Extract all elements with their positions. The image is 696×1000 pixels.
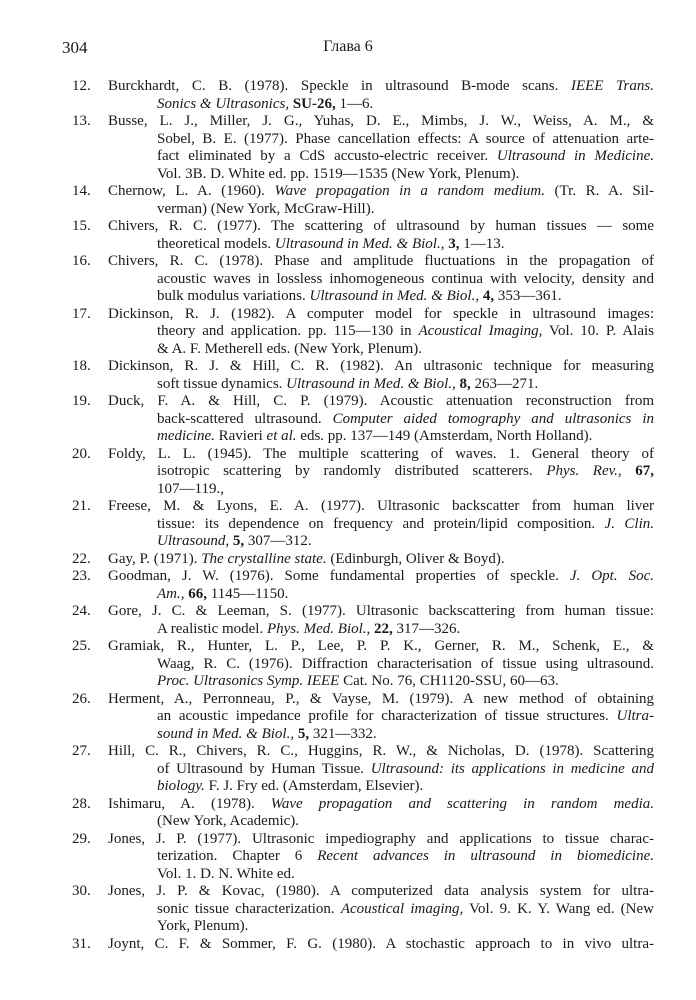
- italic-text: Sonics & Ultrasonics,: [157, 95, 293, 112]
- reference-line: [157, 481, 654, 499]
- text-segment: (Edinburgh, Oliver & Boyd).: [326, 550, 505, 567]
- text-segment: Duck, F. A. & Hill, C. P. (1979). Acoustic attenuation reconstruction from: [108, 393, 654, 409]
- text-segment: Sobel, B. E. (1977). Phase cancellation effects: A source of attenuation arte-: [157, 130, 654, 147]
- text-segment: 317—326.: [392, 620, 461, 637]
- bold-text: 5,: [294, 725, 310, 742]
- reference-entry: [70, 831, 654, 884]
- text-segment: acoustic waves in lossless inhomogeneous continua with velocity, density and: [157, 270, 654, 287]
- reference-line: [108, 603, 654, 621]
- reference-entry: [70, 393, 654, 446]
- reference-number: 24.: [72, 603, 91, 619]
- reference-line: [108, 358, 654, 376]
- reference-line: [157, 586, 654, 604]
- text-segment: 1145—1150.: [207, 585, 289, 602]
- text-segment: soft tissue dynamics.: [157, 375, 287, 392]
- reference-number: 21.: [72, 498, 91, 514]
- text-segment: theoretical models.: [157, 235, 275, 252]
- text-segment: theory and application. pp. 115—130 in: [157, 323, 419, 339]
- reference-line: [108, 498, 654, 516]
- reference-entry: [70, 183, 654, 218]
- bold-text: 66,: [184, 585, 207, 602]
- reference-line: [157, 708, 654, 726]
- text-segment: Jones, J. P. & Kovac, (1980). A computerized data analysis system for ultra-: [108, 883, 654, 899]
- text-segment: Gore, J. C. & Leeman, S. (1977). Ultrasonic backscattering from human tissue:: [108, 603, 654, 619]
- text-segment: Ishimaru, A. (1978).: [108, 795, 271, 812]
- bold-text: 22,: [370, 620, 393, 637]
- text-segment: Gramiak, R., Hunter, L. P., Lee, P. P. K., Gerner, R. M., Schenk, E., &: [108, 638, 654, 654]
- reference-entry: [70, 306, 654, 359]
- reference-number: 29.: [72, 830, 91, 847]
- reference-number: 28.: [72, 795, 91, 812]
- reference-line: [108, 568, 654, 586]
- reference-number: 22.: [72, 550, 91, 567]
- reference-line: [157, 411, 654, 429]
- italic-text: Acoustical Imaging,: [418, 323, 543, 339]
- reference-number: 31.: [72, 935, 91, 952]
- reference-line: [108, 883, 654, 901]
- reference-entry: [70, 358, 654, 393]
- text-segment: Jones, J. P. (1977). Ultrasonic impediography and applications to tissue charac-: [108, 830, 654, 847]
- reference-line: [157, 866, 654, 884]
- reference-line: [157, 533, 654, 551]
- italic-text: et al.: [266, 428, 297, 444]
- reference-number: 15.: [72, 218, 91, 234]
- reference-list: [70, 78, 654, 953]
- reference-line: [157, 148, 654, 166]
- text-segment: sonic tissue characterization.: [157, 900, 341, 917]
- reference-line: [157, 323, 654, 341]
- reference-line: [157, 376, 654, 394]
- bold-text: 8,: [455, 375, 471, 392]
- text-segment: fact eliminated by a CdS accusto-electric receiver.: [157, 148, 497, 164]
- reference-number: 19.: [72, 393, 91, 409]
- reference-number: 14.: [72, 183, 91, 199]
- text-segment: Dickinson, R. J. (1982). A computer model for speckle in ultrasound images:: [108, 305, 654, 322]
- reference-line: [157, 761, 654, 779]
- italic-text: Ultrasound in Med. & Biol.,: [274, 235, 445, 252]
- text-segment: 263—271.: [470, 375, 539, 392]
- reference-line: [157, 848, 654, 866]
- text-segment: 1—13.: [459, 235, 505, 252]
- reference-entry: [70, 78, 654, 113]
- text-segment: tissue: its dependence on frequency and protein/lipid composition.: [157, 515, 605, 532]
- reference-line: [157, 201, 654, 219]
- italic-text: Proc. Ultrasonics Symp. IEEE: [157, 673, 340, 689]
- text-segment: Hill, C. R., Chivers, R. C., Huggins, R. W., & Nicholas, D. (1978). Scattering: [108, 743, 654, 759]
- text-segment: Chivers, R. C. (1977). The scattering of ultrasound by human tissues — some: [108, 218, 654, 234]
- italic-text: The crystalline state.: [201, 550, 327, 567]
- text-segment: terization. Chapter 6: [157, 848, 318, 864]
- text-segment: Freese, M. & Lyons, E. A. (1977). Ultrasonic backscatter from human liver: [108, 498, 654, 514]
- text-segment: Chivers, R. C. (1978). Phase and amplitude fluctuations in the propagation of: [108, 253, 654, 269]
- bold-text: 3,: [444, 235, 460, 252]
- reference-line: [157, 463, 654, 481]
- italic-text: Ultrasound in Med. & Biol.,: [286, 375, 456, 392]
- reference-line: [157, 813, 654, 831]
- italic-text: J. Opt. Soc.: [569, 568, 654, 584]
- reference-entry: [70, 253, 654, 306]
- text-segment: (New York, Academic).: [157, 813, 300, 829]
- reference-line: [157, 131, 654, 149]
- italic-text: Ultrasound in Medicine.: [496, 148, 654, 164]
- italic-text: Ultrasound,: [157, 533, 230, 549]
- reference-line: [108, 446, 654, 464]
- text-segment: of Ultrasound by Human Tissue.: [157, 760, 371, 777]
- text-segment: Burckhardt, C. B. (1978). Speckle in ultrasound B-mode scans.: [108, 78, 571, 94]
- text-segment: eds. pp. 137—149 (Amsterdam, North Holland).: [296, 428, 593, 444]
- text-segment: 353—361.: [494, 288, 562, 304]
- reference-entry: [70, 113, 654, 183]
- reference-line: [108, 306, 654, 324]
- reference-line: [108, 796, 654, 814]
- reference-entry: [70, 883, 654, 936]
- reference-entry: [70, 568, 654, 603]
- text-segment: York, Plenum).: [157, 918, 249, 934]
- reference-line: [108, 253, 654, 271]
- bold-text: 67,: [621, 463, 654, 479]
- text-segment: back-scattered ultrasound.: [157, 410, 333, 427]
- text-segment: Foldy, L. L. (1945). The multiple scattering of waves. 1. General theory of: [108, 445, 654, 462]
- reference-line: [157, 428, 654, 446]
- reference-number: 20.: [72, 445, 91, 462]
- reference-line: [108, 218, 654, 236]
- text-segment: Vol. 9. K. Y. Wang ed. (New: [463, 900, 654, 917]
- italic-text: Ultra-: [616, 708, 654, 724]
- reference-line: [108, 638, 654, 656]
- reference-line: [157, 288, 654, 306]
- italic-text: Wave propagation in a random medium.: [274, 183, 545, 199]
- reference-entry: [70, 218, 654, 253]
- reference-line: [108, 743, 654, 761]
- reference-entry: [70, 638, 654, 691]
- reference-line: [157, 778, 654, 796]
- reference-line: [157, 96, 654, 114]
- text-segment: Waag, R. C. (1976). Diffraction characterisation of tissue using ultrasound.: [157, 655, 654, 672]
- text-segment: verman) (New York, McGraw-Hill).: [157, 200, 375, 217]
- bold-text: 4,: [479, 288, 495, 304]
- italic-text: Am.,: [157, 585, 185, 602]
- text-segment: (Tr. R. A. Sil-: [544, 183, 654, 199]
- text-segment: Chernow, L. A. (1960).: [108, 183, 275, 199]
- reference-line: [108, 393, 654, 411]
- reference-number: 12.: [72, 78, 91, 94]
- reference-entry: [70, 691, 654, 744]
- reference-entry: [70, 551, 654, 569]
- reference-entry: [70, 936, 654, 954]
- text-segment: Gay, P. (1971).: [108, 550, 202, 567]
- reference-line: [108, 936, 654, 954]
- text-segment: Vol. 1. D. N. White ed.: [157, 865, 295, 882]
- reference-number: 30.: [72, 883, 91, 899]
- reference-line: [108, 78, 654, 96]
- reference-entry: [70, 498, 654, 551]
- italic-text: medicine.: [157, 428, 215, 444]
- text-segment: A realistic model.: [157, 620, 267, 637]
- italic-text: Ultrasound in Med. & Biol.,: [309, 288, 480, 304]
- text-segment: Dickinson, R. J. & Hill, C. R. (1982). An ultrasonic technique for measuring: [108, 358, 654, 374]
- running-title: Глава 6: [323, 38, 373, 55]
- page-number: 304: [62, 38, 88, 57]
- italic-text: Phys. Rev.,: [546, 463, 622, 479]
- bold-text: SU-26,: [292, 95, 336, 112]
- italic-text: sound in Med. & Biol.,: [157, 725, 295, 742]
- italic-text: Recent advances in ultrasound in biomedicine.: [317, 848, 654, 864]
- text-segment: Cat. No. 76, CH1120-SSU, 60—63.: [339, 673, 559, 689]
- reference-number: 17.: [72, 305, 91, 322]
- text-segment: Goodman, J. W. (1976). Some fundamental properties of speckle.: [108, 568, 570, 584]
- italic-text: Wave propagation and scattering in random media.: [270, 795, 654, 812]
- reference-line: [157, 726, 654, 744]
- italic-text: IEEE Trans.: [570, 78, 654, 94]
- text-segment: an acoustic impedance profile for characterization of tissue structures.: [157, 708, 617, 724]
- italic-text: Computer aided tomography and ultrasonics in: [332, 410, 654, 427]
- text-segment: Ravieri: [214, 428, 267, 444]
- reference-line: [157, 918, 654, 936]
- text-segment: Herment, A., Perronneau, P., & Vayse, M. (1979). A new method of obtaining: [108, 690, 654, 707]
- reference-entry: [70, 603, 654, 638]
- text-segment: F. J. Fry ed. (Amsterdam, Elsevier).: [204, 778, 424, 794]
- reference-number: 23.: [72, 568, 91, 584]
- reference-line: [157, 341, 654, 359]
- reference-line: [108, 831, 654, 849]
- text-segment: 107—119.,: [157, 480, 224, 497]
- text-segment: Vol. 10. P. Alais: [542, 323, 654, 339]
- reference-number: 13.: [72, 113, 91, 129]
- reference-line: [157, 166, 654, 184]
- reference-entry: [70, 446, 654, 499]
- reference-line: [157, 271, 654, 289]
- text-segment: 307—312.: [244, 533, 312, 549]
- reference-entry: [70, 743, 654, 796]
- reference-number: 18.: [72, 358, 91, 374]
- italic-text: biology.: [157, 778, 205, 794]
- text-segment: 321—332.: [309, 725, 377, 742]
- reference-line: [157, 673, 654, 691]
- italic-text: Acoustical imaging,: [340, 900, 464, 917]
- reference-number: 27.: [72, 743, 91, 759]
- reference-entry: [70, 796, 654, 831]
- reference-number: 26.: [72, 690, 91, 707]
- text-segment: Busse, L. J., Miller, J. G., Yuhas, D. E., Mimbs, J. W., Weiss, A. M., &: [108, 113, 654, 129]
- reference-number: 25.: [72, 638, 91, 654]
- reference-number: 16.: [72, 253, 91, 269]
- reference-line: [108, 691, 654, 709]
- italic-text: J. Clin.: [604, 515, 654, 532]
- reference-line: [108, 183, 654, 201]
- reference-line: [157, 621, 654, 639]
- reference-line: [157, 236, 654, 254]
- text-segment: 1—6.: [335, 95, 374, 112]
- bold-text: 5,: [229, 533, 245, 549]
- reference-line: [157, 516, 654, 534]
- reference-line: [108, 551, 654, 569]
- reference-line: [157, 656, 654, 674]
- text-segment: Vol. 3B. D. White ed. pp. 1519—1535 (New York, Plenum).: [157, 165, 520, 182]
- text-segment: Joynt, C. F. & Sommer, F. G. (1980). A stochastic approach to in vivo ultra-: [108, 935, 654, 952]
- italic-text: Ultrasound: its applications in medicine and: [370, 760, 654, 777]
- reference-line: [108, 113, 654, 131]
- italic-text: Phys. Med. Biol.,: [266, 620, 371, 637]
- reference-line: [157, 901, 654, 919]
- text-segment: isotropic scattering by randomly distributed scatterers.: [157, 463, 547, 479]
- text-segment: & A. F. Metherell eds. (New York, Plenum).: [157, 340, 423, 357]
- text-segment: bulk modulus variations.: [157, 288, 310, 304]
